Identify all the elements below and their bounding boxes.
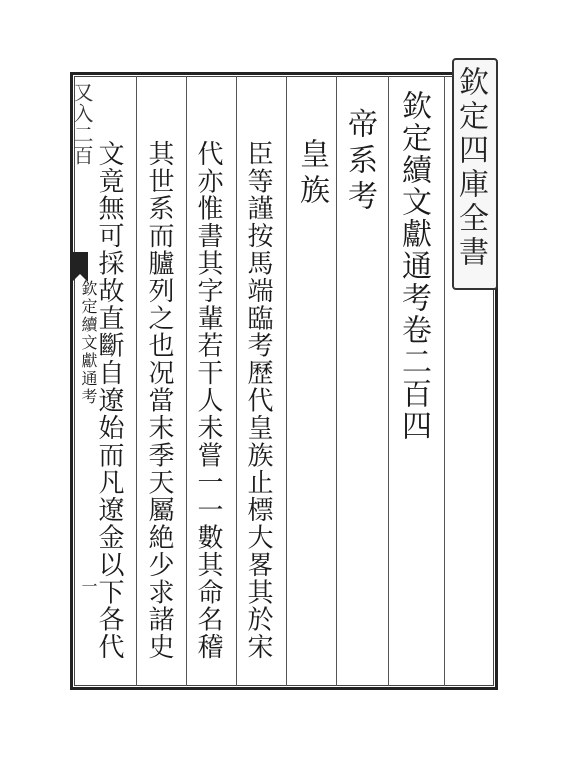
column-rule: [136, 76, 137, 686]
seal-text: 欽定四庫全書: [453, 66, 488, 270]
leaf-number: 一: [79, 578, 98, 594]
column-rule: [388, 76, 389, 686]
inner-border: [70, 76, 494, 686]
section-heading: 帝系考: [342, 108, 377, 216]
column-rule: [286, 76, 287, 686]
text-column: 臣等謹按馬端臨考歷代皇族止標大畧其於宋: [243, 140, 273, 661]
fish-tail-mark-icon: [72, 252, 88, 274]
book-title: 欽定續文獻通考卷二百四: [396, 90, 431, 442]
column-rule: [336, 76, 337, 686]
gutter-title: 欽定續文獻通考: [79, 280, 98, 406]
text-column: 代亦惟書其字輩若干人未嘗一一數其命名稽: [193, 140, 223, 661]
column-rule: [444, 76, 445, 686]
subsection-heading: 皇族: [294, 138, 329, 210]
column-rule: [186, 76, 187, 686]
text-column: 文竟無可採故直斷自遼始而凡遼金以下各代: [94, 140, 124, 661]
gutter-top-fragment: 又入二百: [70, 82, 94, 166]
text-column: 其世系而臚列之也况當末季天屬絶少求諸史: [144, 140, 174, 661]
column-rule: [236, 76, 237, 686]
